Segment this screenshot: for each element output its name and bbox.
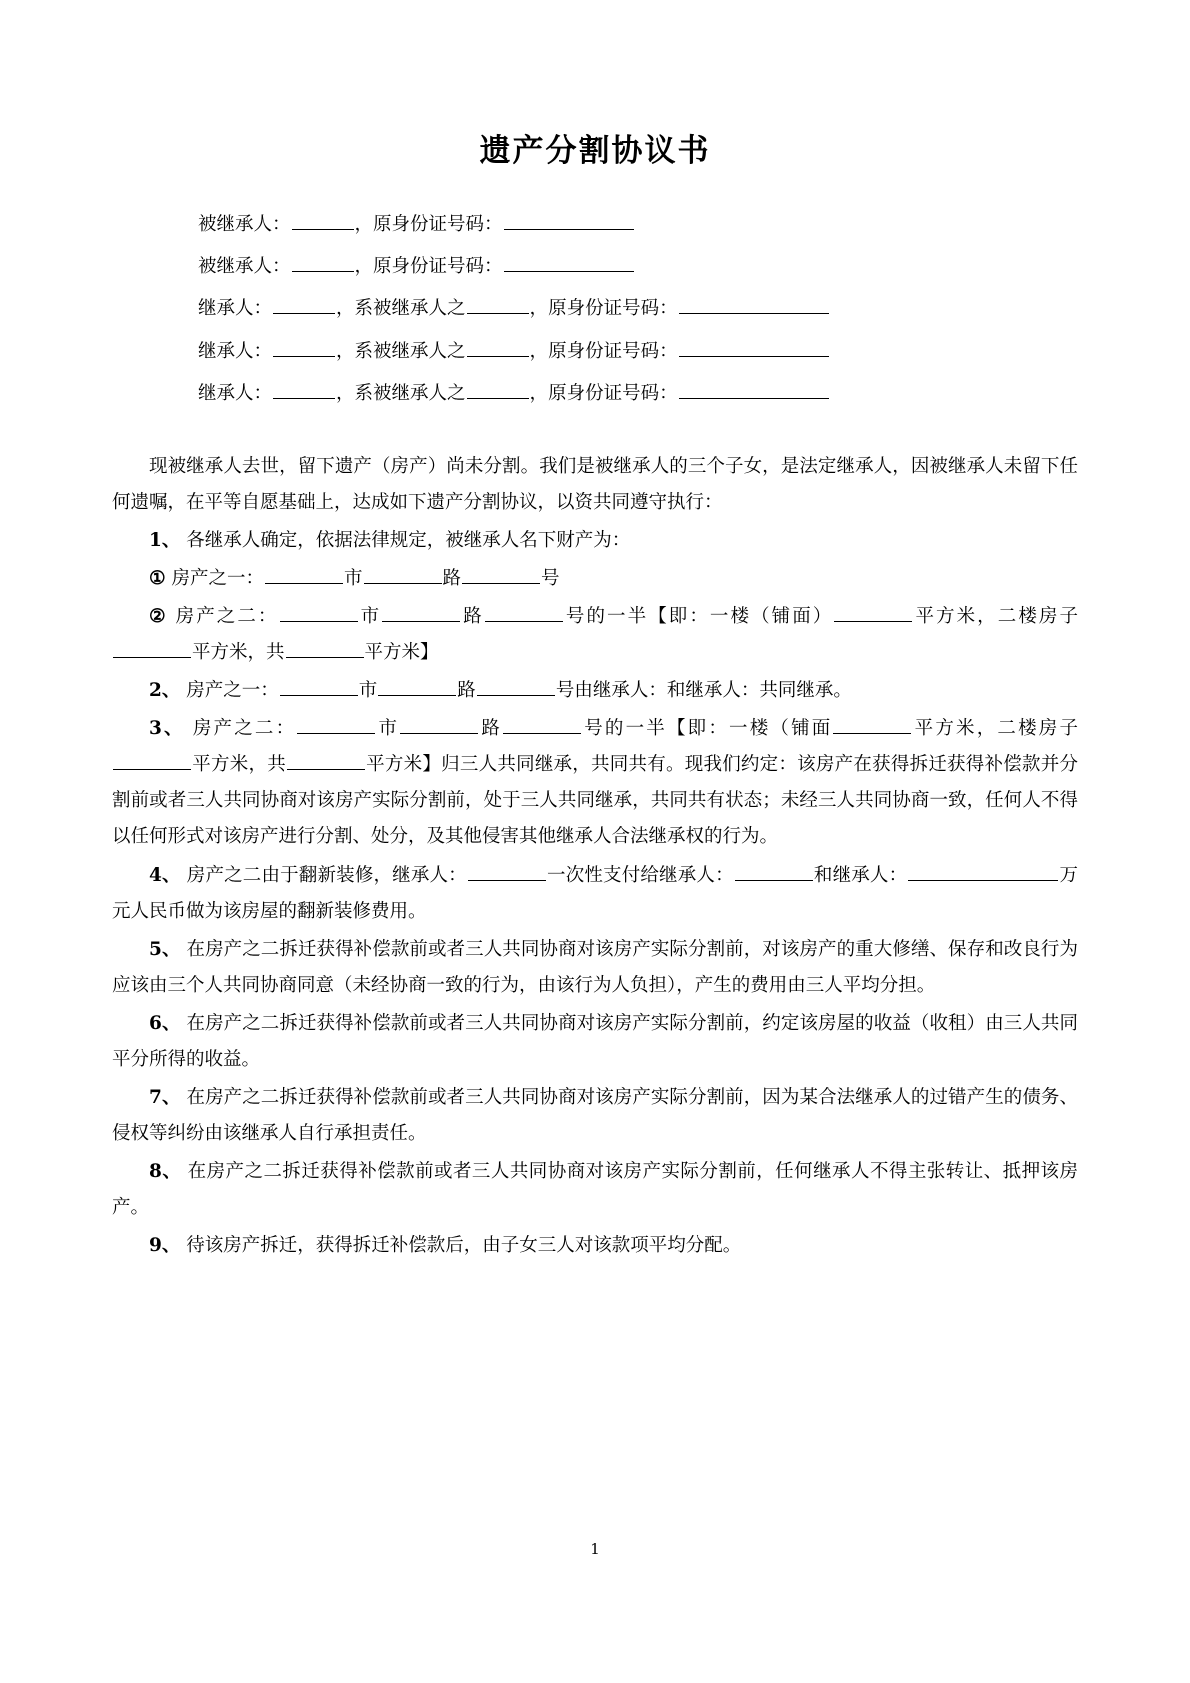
property-2-number-blank[interactable] [485, 604, 563, 623]
clause-9 [112, 1228, 1078, 1264]
decedent-2-separator: ， [354, 256, 374, 278]
clause-1-item-2-seg5: 平方米，共 [192, 642, 285, 664]
property-2-floor1-area-blank[interactable] [834, 604, 912, 623]
clause-1 [112, 523, 1078, 559]
page-title: 遗产分割协议书 [479, 133, 711, 169]
clause-7-text: 在房产之二拆迁获得补偿款前或者三人共同协商对该房产实际分割前，因为某合法继承人的过错产生的债务、侵权等纠纷由该继承人自行承担责任。 [112, 1086, 1078, 1144]
clause-3-seg3: 号的一半【即：一楼（铺面 [582, 718, 833, 740]
clause-1-item-2-number: ② [149, 606, 168, 628]
heir-1-separator-2: ， [529, 298, 549, 320]
party-line-heir-2 [198, 331, 1078, 373]
party-line-heir-1 [198, 288, 1078, 330]
clause-4-payer-blank[interactable] [468, 862, 546, 881]
clause-7 [112, 1080, 1078, 1152]
clause-2-road-blank[interactable] [378, 678, 456, 697]
clause-2-prefix: 房产之一： [186, 680, 279, 702]
clause-2-city-blank[interactable] [280, 678, 358, 697]
clause-1-text: 各继承人确定，依据法律规定，被继承人名下财产为： [186, 529, 631, 551]
decedent-1-separator: ， [354, 214, 374, 235]
heir-2-id-label: 原身份证号码： [548, 340, 678, 362]
clause-1-item-1 [112, 561, 1078, 597]
clause-1-item-1-number: ① [149, 568, 166, 590]
preamble-paragraph: 现被继承人去世，留下遗产（房产）尚未分割。我们是被继承人的三个子女，是法定继承人，因被继承人未留下任何遗嘱，在平等自愿基础上，达成如下遗产分割协议，以资共同遵守执行： [112, 455, 1078, 513]
party-line-decedent-2 [198, 246, 1078, 288]
clause-3-number-blank[interactable] [503, 716, 581, 735]
clause-3-city-blank[interactable] [297, 716, 375, 735]
decedent-2-name-blank[interactable] [292, 254, 354, 273]
clause-4-number: 4、 [149, 864, 181, 886]
clause-4-seg1: 一次性支付给继承人： [546, 864, 734, 886]
property-1-city-blank[interactable] [265, 565, 343, 584]
clause-1-item-1-prefix: 房产之一： [171, 568, 264, 590]
heir-3-id-blank[interactable] [679, 380, 829, 399]
clause-3 [112, 711, 1078, 855]
clause-1-item-2-seg4: 平方米，二楼房子 [913, 606, 1078, 628]
property-1-road-blank[interactable] [364, 565, 442, 584]
clause-1-item-2-prefix: 房产之二： [175, 606, 279, 628]
party-line-decedent-1 [198, 204, 1078, 246]
heir-1-relation-blank[interactable] [467, 296, 529, 315]
clause-5-number: 5、 [149, 938, 181, 960]
decedent-1-name-blank[interactable] [292, 211, 354, 230]
clause-3-road-blank[interactable] [400, 716, 478, 735]
clause-7-number: 7、 [149, 1086, 181, 1108]
heir-3-relation-label: 系被继承人之 [354, 382, 466, 404]
party-block [112, 204, 1078, 415]
property-2-road-blank[interactable] [382, 604, 460, 623]
party-line-heir-3 [198, 373, 1078, 415]
clause-3-number: 3、 [149, 718, 185, 740]
heir-1-id-label: 原身份证号码： [548, 298, 678, 320]
clause-8 [112, 1154, 1078, 1226]
property-1-number-blank[interactable] [462, 565, 540, 584]
heir-2-relation-label: 系被继承人之 [354, 340, 466, 362]
clause-3-total-area-blank[interactable] [287, 752, 365, 771]
clause-3-seg2: 路 [479, 718, 503, 740]
page-number: 1 [590, 1540, 600, 1558]
decedent-2-id-label: 原身份证号码： [373, 256, 503, 278]
heir-1-name-blank[interactable] [273, 296, 335, 315]
property-2-floor2-area-blank[interactable] [113, 640, 191, 659]
clause-1-item-2-seg3: 号的一半【即：一楼（铺面） [563, 606, 834, 628]
heir-3-name-blank[interactable] [273, 380, 335, 399]
clause-2-seg1: 市 [358, 680, 378, 702]
heir-1-separator: ， [336, 298, 355, 320]
clause-1-item-1-seg3: 号 [541, 568, 560, 590]
heir-2-separator-2: ， [529, 340, 549, 362]
clause-2 [112, 673, 1078, 709]
clause-4-prefix: 房产之二由于翻新装修，继承人： [186, 864, 467, 886]
heir-1-relation-label: 系被继承人之 [354, 298, 466, 320]
clause-4-seg2: 和继承人： [813, 864, 908, 886]
clause-1-item-1-seg1: 市 [344, 568, 363, 590]
heir-3-separator: ， [336, 382, 355, 404]
clause-5-text: 在房产之二拆迁获得补偿款前或者三人共同协商对该房产实际分割前，对该房产的重大修缮、保存和改良行为应该由三个人共同协商同意（未经协商一致的行为，由该行为人负担），产生的费用由三人平均分担。 [112, 938, 1078, 996]
clause-1-item-1-seg2: 路 [442, 568, 462, 590]
clause-6-number: 6、 [149, 1012, 181, 1034]
clause-3-seg5: 平方米，共 [192, 754, 286, 776]
clause-4 [112, 858, 1078, 930]
heir-1-label: 继承人： [198, 298, 273, 320]
clause-3-seg1: 市 [376, 718, 400, 740]
heir-2-separator: ， [336, 340, 355, 362]
heir-3-id-label: 原身份证号码： [548, 382, 678, 404]
heir-1-id-blank[interactable] [679, 296, 829, 315]
clause-2-seg2: 路 [457, 680, 476, 702]
clause-3-prefix: 房产之二： [192, 718, 297, 740]
clause-2-number-blank[interactable] [477, 678, 555, 697]
property-2-city-blank[interactable] [280, 604, 358, 623]
clause-1-item-2 [112, 599, 1078, 671]
clause-4-payee-2-blank[interactable] [908, 862, 1058, 881]
decedent-2-id-blank[interactable] [504, 254, 634, 273]
clause-2-number: 2、 [149, 680, 181, 702]
clause-9-text: 待该房产拆迁，获得拆迁补偿款后，由子女三人对该款项平均分配。 [186, 1235, 742, 1257]
heir-2-name-blank[interactable] [273, 338, 335, 357]
decedent-1-label: 被继承人： [198, 214, 291, 235]
clause-1-item-2-seg6: 平方米】 [364, 642, 439, 664]
clause-5 [112, 932, 1078, 1004]
clause-1-number: 1、 [149, 529, 181, 551]
clause-8-text: 在房产之二拆迁获得补偿款前或者三人共同协商对该房产实际分割前，任何继承人不得主张转让、抵押该房产。 [112, 1161, 1078, 1219]
clause-2-seg3: 号由继承人：和继承人：共同继承。 [555, 680, 852, 702]
clause-6 [112, 1006, 1078, 1078]
heir-2-label: 继承人： [198, 340, 273, 362]
clause-6-text: 在房产之二拆迁获得补偿款前或者三人共同协商对该房产实际分割前，约定该房屋的收益（收租）由三人共同平分所得的收益。 [112, 1012, 1078, 1070]
decedent-2-label: 被继承人： [198, 256, 291, 278]
clause-3-floor2-area-blank[interactable] [113, 752, 191, 771]
decedent-1-id-label: 原身份证号码： [373, 214, 503, 235]
property-2-total-area-blank[interactable] [286, 640, 364, 659]
clause-8-number: 8、 [149, 1161, 182, 1183]
clause-1-item-2-seg1: 市 [358, 606, 382, 628]
clause-4-seg3: 万元人民币做为该房屋的翻新装修费用。 [112, 864, 1078, 922]
heir-3-label: 继承人： [198, 382, 273, 404]
decedent-1-id-blank[interactable] [504, 211, 634, 230]
clause-3-seg4: 平方米，二楼房子 [912, 718, 1078, 740]
clause-3-floor1-area-blank[interactable] [833, 716, 911, 735]
heir-3-relation-blank[interactable] [467, 380, 529, 399]
clause-1-item-2-seg2: 路 [461, 606, 484, 628]
clause-4-payee-1-blank[interactable] [735, 862, 813, 881]
heir-2-relation-blank[interactable] [467, 338, 529, 357]
heir-3-separator-2: ， [529, 382, 549, 404]
clause-3-seg6: 平方米】归三人共同继承，共同共有。现我们约定：该房产在获得拆迁获得补偿款并分割前或者三人共同协商对该房产实际分割前，处于三人共同继承，共同共有状态；未经三人共同协商一致，任何人不得以任何形式对该房产进行分割、处分，及其他侵害其他继承人合法继承权的行为。 [112, 754, 1078, 848]
agreement-body [112, 449, 1078, 1264]
clause-9-number: 9、 [149, 1235, 181, 1257]
heir-2-id-blank[interactable] [679, 338, 829, 357]
